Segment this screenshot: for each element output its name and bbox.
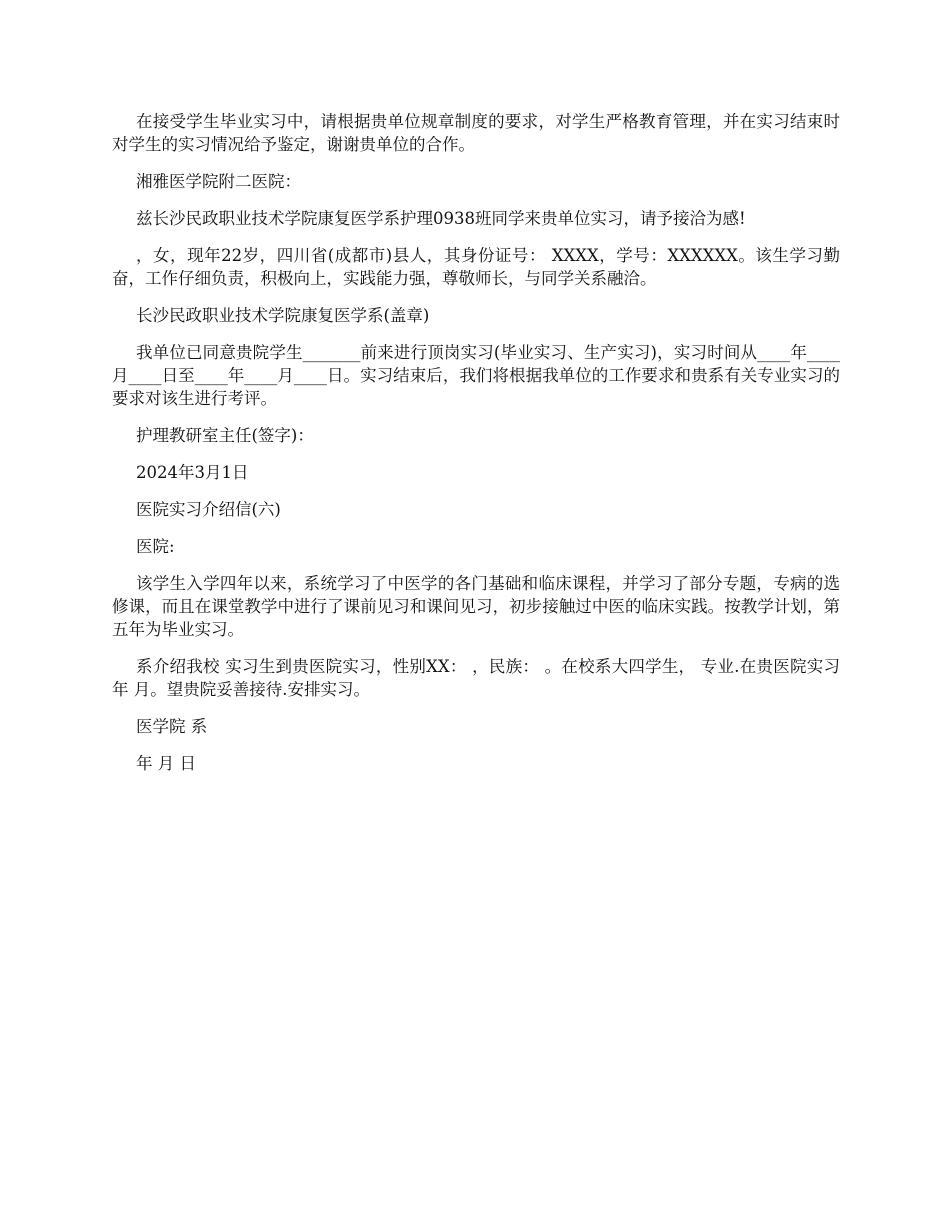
paragraph-recipient: 湘雅医学院附二医院： xyxy=(136,172,301,191)
paragraph-letter-title: 医院实习介绍信(六) xyxy=(136,500,281,519)
paragraph-acceptance: 我单位已同意贵院学生_______前来进行顶岗实习(毕业实习、生产实习)，实习时间从____年____月____日至____年____月____日。实习结束后，我们将根据我单位的工作要求和贵系有关专业实习的要求对该生进行考评。 xyxy=(112,343,840,408)
paragraph-hospital: 医院: xyxy=(136,537,175,556)
paragraph-school-seal: 长沙民政职业技术学院康复医学系(盖章) xyxy=(136,306,430,325)
paragraph-blank-date: 年 月 日 xyxy=(136,754,196,773)
paragraph-referral: 系介绍我校 实习生到贵医院实习，性别XX： ，民族： 。在校系大四学生， 专业.在贵医院实习 年 月。望贵院妥善接待.安排实习。 xyxy=(112,657,840,699)
paragraph-introduction: 兹长沙民政职业技术学院康复医学系护理0938班同学来贵单位实习，请予接洽为感! xyxy=(136,209,746,228)
paragraph-school-dept: 医学院 系 xyxy=(136,717,208,736)
paragraph-date: 2024年3月1日 xyxy=(136,463,249,482)
paragraph-student-study: 该学生入学四年以来，系统学习了中医学的各门基础和临床课程，并学习了部分专题，专病的选修课，而且在课堂教学中进行了课前见习和课间见习，初步接触过中医的临床实践。按教学计划，第五年为毕业实习。 xyxy=(112,574,840,639)
document-page xyxy=(112,110,840,789)
paragraph-student-info: ，女，现年22岁，四川省(成都市)县人，其身份证号： XXXX，学号：XXXXXX。该生学习勤奋，工作仔细负责，积极向上，实践能力强，尊敬师长，与同学关系融洽。 xyxy=(112,246,840,288)
paragraph-signature: 护理教研室主任(签字)： xyxy=(136,426,314,445)
paragraph-intro: 在接受学生毕业实习中，请根据贵单位规章制度的要求，对学生严格教育管理，并在实习结束时对学生的实习情况给予鉴定，谢谢贵单位的合作。 xyxy=(112,112,840,154)
